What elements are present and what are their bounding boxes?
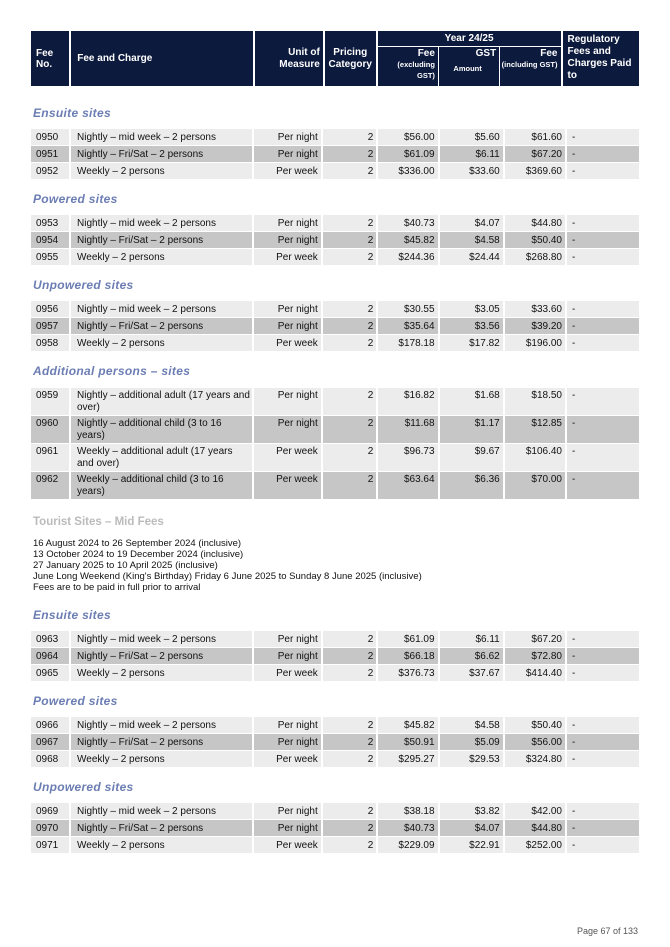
unit-cell: Per night [254, 215, 321, 231]
fee-incl-cell: $44.80 [505, 215, 565, 231]
fee-description-cell: Nightly – mid week – 2 persons [71, 631, 252, 647]
regulatory-cell: - [567, 335, 639, 351]
header-fee-excl: Fee (excluding GST) [397, 48, 435, 80]
category-cell: 2 [323, 163, 376, 179]
fee-incl-cell: $106.40 [505, 444, 565, 471]
header-pricing-category: Pricing Category [325, 31, 376, 86]
fee-incl-cell: $56.00 [505, 734, 565, 750]
fee-table [31, 129, 639, 180]
gst-cell: $37.67 [440, 665, 503, 681]
fee-incl-cell: $42.00 [505, 803, 565, 819]
fee-incl-cell: $33.60 [505, 301, 565, 317]
header-unit-of-measure: Unit of Measure [255, 31, 323, 86]
category-cell: 2 [323, 751, 376, 767]
gst-cell: $9.67 [440, 444, 503, 471]
regulatory-cell: - [567, 416, 639, 443]
fee-excl-cell: $40.73 [378, 820, 437, 836]
fee-description-cell: Weekly – additional child (3 to 16 years) [71, 472, 252, 499]
unit-cell: Per night [254, 631, 321, 647]
gst-cell: $33.60 [440, 163, 503, 179]
fee-description-cell: Nightly – mid week – 2 persons [71, 717, 252, 733]
fee-excl-cell: $61.09 [378, 631, 437, 647]
table-row [31, 232, 639, 248]
unit-cell: Per night [254, 803, 321, 819]
table-row [31, 416, 639, 443]
table-row [31, 837, 639, 853]
category-cell: 2 [323, 318, 376, 334]
table-row [31, 444, 639, 471]
gst-cell: $4.58 [440, 232, 503, 248]
table-row [31, 215, 639, 231]
fee-no-cell: 0968 [31, 751, 69, 767]
fee-no-cell: 0958 [31, 335, 69, 351]
table-row [31, 146, 639, 162]
category-cell: 2 [323, 472, 376, 499]
section-title: Ensuite sites [33, 608, 111, 622]
fee-excl-cell: $376.73 [378, 665, 437, 681]
regulatory-cell: - [567, 665, 639, 681]
fee-excl-cell: $295.27 [378, 751, 437, 767]
note-line: 27 January 2025 to 10 April 2025 (inclusive) [33, 560, 218, 571]
fee-table [31, 301, 639, 352]
header-regulatory: Regulatory Fees and Charges Paid to [563, 31, 639, 86]
fee-no-cell: 0961 [31, 444, 69, 471]
fee-no-cell: 0967 [31, 734, 69, 750]
fee-no-cell: 0960 [31, 416, 69, 443]
table-row [31, 335, 639, 351]
fee-description-cell: Nightly – Fri/Sat – 2 persons [71, 146, 252, 162]
fee-excl-cell: $30.55 [378, 301, 437, 317]
fee-no-cell: 0957 [31, 318, 69, 334]
fee-incl-cell: $12.85 [505, 416, 565, 443]
regulatory-cell: - [567, 301, 639, 317]
category-cell: 2 [323, 444, 376, 471]
gst-cell: $4.07 [440, 215, 503, 231]
fee-excl-cell: $38.18 [378, 803, 437, 819]
fee-excl-cell: $229.09 [378, 837, 437, 853]
fee-no-cell: 0956 [31, 301, 69, 317]
fee-no-cell: 0952 [31, 163, 69, 179]
fee-incl-cell: $72.80 [505, 648, 565, 664]
fee-description-cell: Weekly – 2 persons [71, 665, 252, 681]
gst-cell: $17.82 [440, 335, 503, 351]
fee-excl-cell: $178.18 [378, 335, 437, 351]
gst-cell: $6.11 [440, 146, 503, 162]
fee-table [31, 717, 639, 768]
gst-cell: $3.82 [440, 803, 503, 819]
table-row [31, 665, 639, 681]
fee-description-cell: Weekly – 2 persons [71, 249, 252, 265]
fee-description-cell: Weekly – 2 persons [71, 837, 252, 853]
fee-incl-cell: $196.00 [505, 335, 565, 351]
category-cell: 2 [323, 803, 376, 819]
header-fee-incl: Fee (including GST) [501, 48, 558, 69]
table-row [31, 472, 639, 499]
mid-fees-notes [33, 538, 422, 593]
header-gst: GST Amount [438, 47, 500, 86]
regulatory-cell: - [567, 249, 639, 265]
fee-incl-cell: $67.20 [505, 631, 565, 647]
category-cell: 2 [323, 820, 376, 836]
fee-incl-cell: $50.40 [505, 717, 565, 733]
fee-description-cell: Nightly – Fri/Sat – 2 persons [71, 734, 252, 750]
section-title: Additional persons – sites [33, 364, 191, 378]
gst-cell: $4.07 [440, 820, 503, 836]
fee-no-cell: 0953 [31, 215, 69, 231]
fee-no-cell: 0951 [31, 146, 69, 162]
unit-cell: Per night [254, 318, 321, 334]
fee-description-cell: Nightly – Fri/Sat – 2 persons [71, 232, 252, 248]
note-line: June Long Weekend (King's Birthday) Friday 6 June 2025 to Sunday 8 June 2025 (inclusive) [33, 571, 422, 582]
table-row [31, 751, 639, 767]
header-year: Year 24/25 [378, 31, 561, 47]
gst-cell: $5.60 [440, 129, 503, 145]
unit-cell: Per week [254, 444, 321, 471]
regulatory-cell: - [567, 215, 639, 231]
fee-table [31, 215, 639, 266]
gst-cell: $6.11 [440, 631, 503, 647]
category-cell: 2 [323, 631, 376, 647]
fee-description-cell: Nightly – Fri/Sat – 2 persons [71, 820, 252, 836]
category-cell: 2 [323, 388, 376, 415]
unit-cell: Per night [254, 717, 321, 733]
fee-incl-cell: $324.80 [505, 751, 565, 767]
table-row [31, 717, 639, 733]
header-fee-no: Fee No. [31, 31, 69, 86]
fee-description-cell: Nightly – Fri/Sat – 2 persons [71, 648, 252, 664]
regulatory-cell: - [567, 648, 639, 664]
fee-no-cell: 0969 [31, 803, 69, 819]
fee-incl-cell: $50.40 [505, 232, 565, 248]
fee-no-cell: 0954 [31, 232, 69, 248]
unit-cell: Per night [254, 146, 321, 162]
fee-excl-cell: $63.64 [378, 472, 437, 499]
regulatory-cell: - [567, 631, 639, 647]
fee-description-cell: Nightly – mid week – 2 persons [71, 301, 252, 317]
fee-description-cell: Nightly – mid week – 2 persons [71, 803, 252, 819]
category-cell: 2 [323, 665, 376, 681]
fee-incl-cell: $18.50 [505, 388, 565, 415]
regulatory-cell: - [567, 388, 639, 415]
fee-table [31, 803, 639, 854]
fee-description-cell: Weekly – additional adult (17 years and over) [71, 444, 252, 471]
section-title: Powered sites [33, 694, 118, 708]
fee-description-cell: Weekly – 2 persons [71, 335, 252, 351]
regulatory-cell: - [567, 837, 639, 853]
unit-cell: Per night [254, 388, 321, 415]
category-cell: 2 [323, 249, 376, 265]
unit-cell: Per night [254, 648, 321, 664]
fee-no-cell: 0966 [31, 717, 69, 733]
fee-description-cell: Nightly – mid week – 2 persons [71, 215, 252, 231]
regulatory-cell: - [567, 444, 639, 471]
fee-no-cell: 0964 [31, 648, 69, 664]
unit-cell: Per week [254, 751, 321, 767]
fee-description-cell: Weekly – 2 persons [71, 751, 252, 767]
category-cell: 2 [323, 734, 376, 750]
table-row [31, 388, 639, 415]
category-cell: 2 [323, 648, 376, 664]
header-fee-charge: Fee and Charge [71, 31, 253, 86]
unit-cell: Per night [254, 301, 321, 317]
unit-cell: Per week [254, 335, 321, 351]
gst-cell: $1.68 [440, 388, 503, 415]
fee-excl-cell: $16.82 [378, 388, 437, 415]
regulatory-cell: - [567, 803, 639, 819]
unit-cell: Per night [254, 820, 321, 836]
fee-no-cell: 0950 [31, 129, 69, 145]
gst-cell: $4.58 [440, 717, 503, 733]
gst-cell: $6.62 [440, 648, 503, 664]
gst-cell: $29.53 [440, 751, 503, 767]
section-title: Powered sites [33, 192, 118, 206]
page-number: Page 67 of 133 [576, 926, 638, 936]
table-header [31, 31, 639, 86]
unit-cell: Per week [254, 249, 321, 265]
unit-cell: Per week [254, 837, 321, 853]
fee-table [31, 388, 639, 500]
fee-excl-cell: $66.18 [378, 648, 437, 664]
table-row [31, 648, 639, 664]
table-row [31, 318, 639, 334]
fee-no-cell: 0971 [31, 837, 69, 853]
table-row [31, 734, 639, 750]
table-row [31, 249, 639, 265]
gst-cell: $3.05 [440, 301, 503, 317]
gst-cell: $5.09 [440, 734, 503, 750]
fee-excl-cell: $50.91 [378, 734, 437, 750]
fee-excl-cell: $35.64 [378, 318, 437, 334]
unit-cell: Per night [254, 129, 321, 145]
fee-excl-cell: $336.00 [378, 163, 437, 179]
fee-incl-cell: $70.00 [505, 472, 565, 499]
fee-description-cell: Nightly – Fri/Sat – 2 persons [71, 318, 252, 334]
fee-excl-cell: $244.36 [378, 249, 437, 265]
category-cell: 2 [323, 146, 376, 162]
fee-excl-cell: $56.00 [378, 129, 437, 145]
gst-cell: $3.56 [440, 318, 503, 334]
fee-incl-cell: $39.20 [505, 318, 565, 334]
fee-incl-cell: $44.80 [505, 820, 565, 836]
section-title: Unpowered sites [33, 278, 134, 292]
fee-table [31, 631, 639, 682]
fee-no-cell: 0970 [31, 820, 69, 836]
fee-description-cell: Weekly – 2 persons [71, 163, 252, 179]
fee-no-cell: 0959 [31, 388, 69, 415]
note-line: 16 August 2024 to 26 September 2024 (inclusive) [33, 538, 242, 549]
fee-description-cell: Nightly – additional child (3 to 16 years) [71, 416, 252, 443]
fee-excl-cell: $40.73 [378, 215, 437, 231]
header-year-group [378, 31, 561, 86]
category-cell: 2 [323, 232, 376, 248]
fee-excl-cell: $96.73 [378, 444, 437, 471]
regulatory-cell: - [567, 129, 639, 145]
fee-incl-cell: $369.60 [505, 163, 565, 179]
gst-cell: $22.91 [440, 837, 503, 853]
unit-cell: Per week [254, 665, 321, 681]
table-row [31, 301, 639, 317]
fee-no-cell: 0965 [31, 665, 69, 681]
fee-incl-cell: $268.80 [505, 249, 565, 265]
regulatory-cell: - [567, 146, 639, 162]
fee-excl-cell: $11.68 [378, 416, 437, 443]
fee-excl-cell: $61.09 [378, 146, 437, 162]
fee-description-cell: Nightly – mid week – 2 persons [71, 129, 252, 145]
regulatory-cell: - [567, 717, 639, 733]
category-cell: 2 [323, 717, 376, 733]
regulatory-cell: - [567, 751, 639, 767]
regulatory-cell: - [567, 232, 639, 248]
category-cell: 2 [323, 335, 376, 351]
regulatory-cell: - [567, 472, 639, 499]
fee-incl-cell: $67.20 [505, 146, 565, 162]
table-row [31, 631, 639, 647]
note-line: 13 October 2024 to 19 December 2024 (inclusive) [33, 549, 244, 560]
table-row [31, 803, 639, 819]
regulatory-cell: - [567, 734, 639, 750]
fee-excl-cell: $45.82 [378, 717, 437, 733]
fee-incl-cell: $61.60 [505, 129, 565, 145]
regulatory-cell: - [567, 318, 639, 334]
fee-excl-cell: $45.82 [378, 232, 437, 248]
fee-no-cell: 0962 [31, 472, 69, 499]
gst-cell: $6.36 [440, 472, 503, 499]
unit-cell: Per night [254, 232, 321, 248]
gst-cell: $1.17 [440, 416, 503, 443]
gst-cell: $24.44 [440, 249, 503, 265]
unit-cell: Per week [254, 163, 321, 179]
section-title: Ensuite sites [33, 106, 111, 120]
category-cell: 2 [323, 301, 376, 317]
fee-incl-cell: $414.40 [505, 665, 565, 681]
fee-incl-cell: $252.00 [505, 837, 565, 853]
table-row [31, 129, 639, 145]
table-row [31, 820, 639, 836]
section-title: Unpowered sites [33, 780, 134, 794]
mid-fees-heading: Tourist Sites – Mid Fees [33, 516, 164, 528]
category-cell: 2 [323, 129, 376, 145]
note-line: Fees are to be paid in full prior to arrival [33, 582, 201, 593]
regulatory-cell: - [567, 163, 639, 179]
unit-cell: Per night [254, 734, 321, 750]
unit-cell: Per night [254, 416, 321, 443]
fee-no-cell: 0963 [31, 631, 69, 647]
unit-cell: Per week [254, 472, 321, 499]
category-cell: 2 [323, 215, 376, 231]
fee-description-cell: Nightly – additional adult (17 years and over) [71, 388, 252, 415]
fee-no-cell: 0955 [31, 249, 69, 265]
category-cell: 2 [323, 837, 376, 853]
table-row [31, 163, 639, 179]
regulatory-cell: - [567, 820, 639, 836]
category-cell: 2 [323, 416, 376, 443]
